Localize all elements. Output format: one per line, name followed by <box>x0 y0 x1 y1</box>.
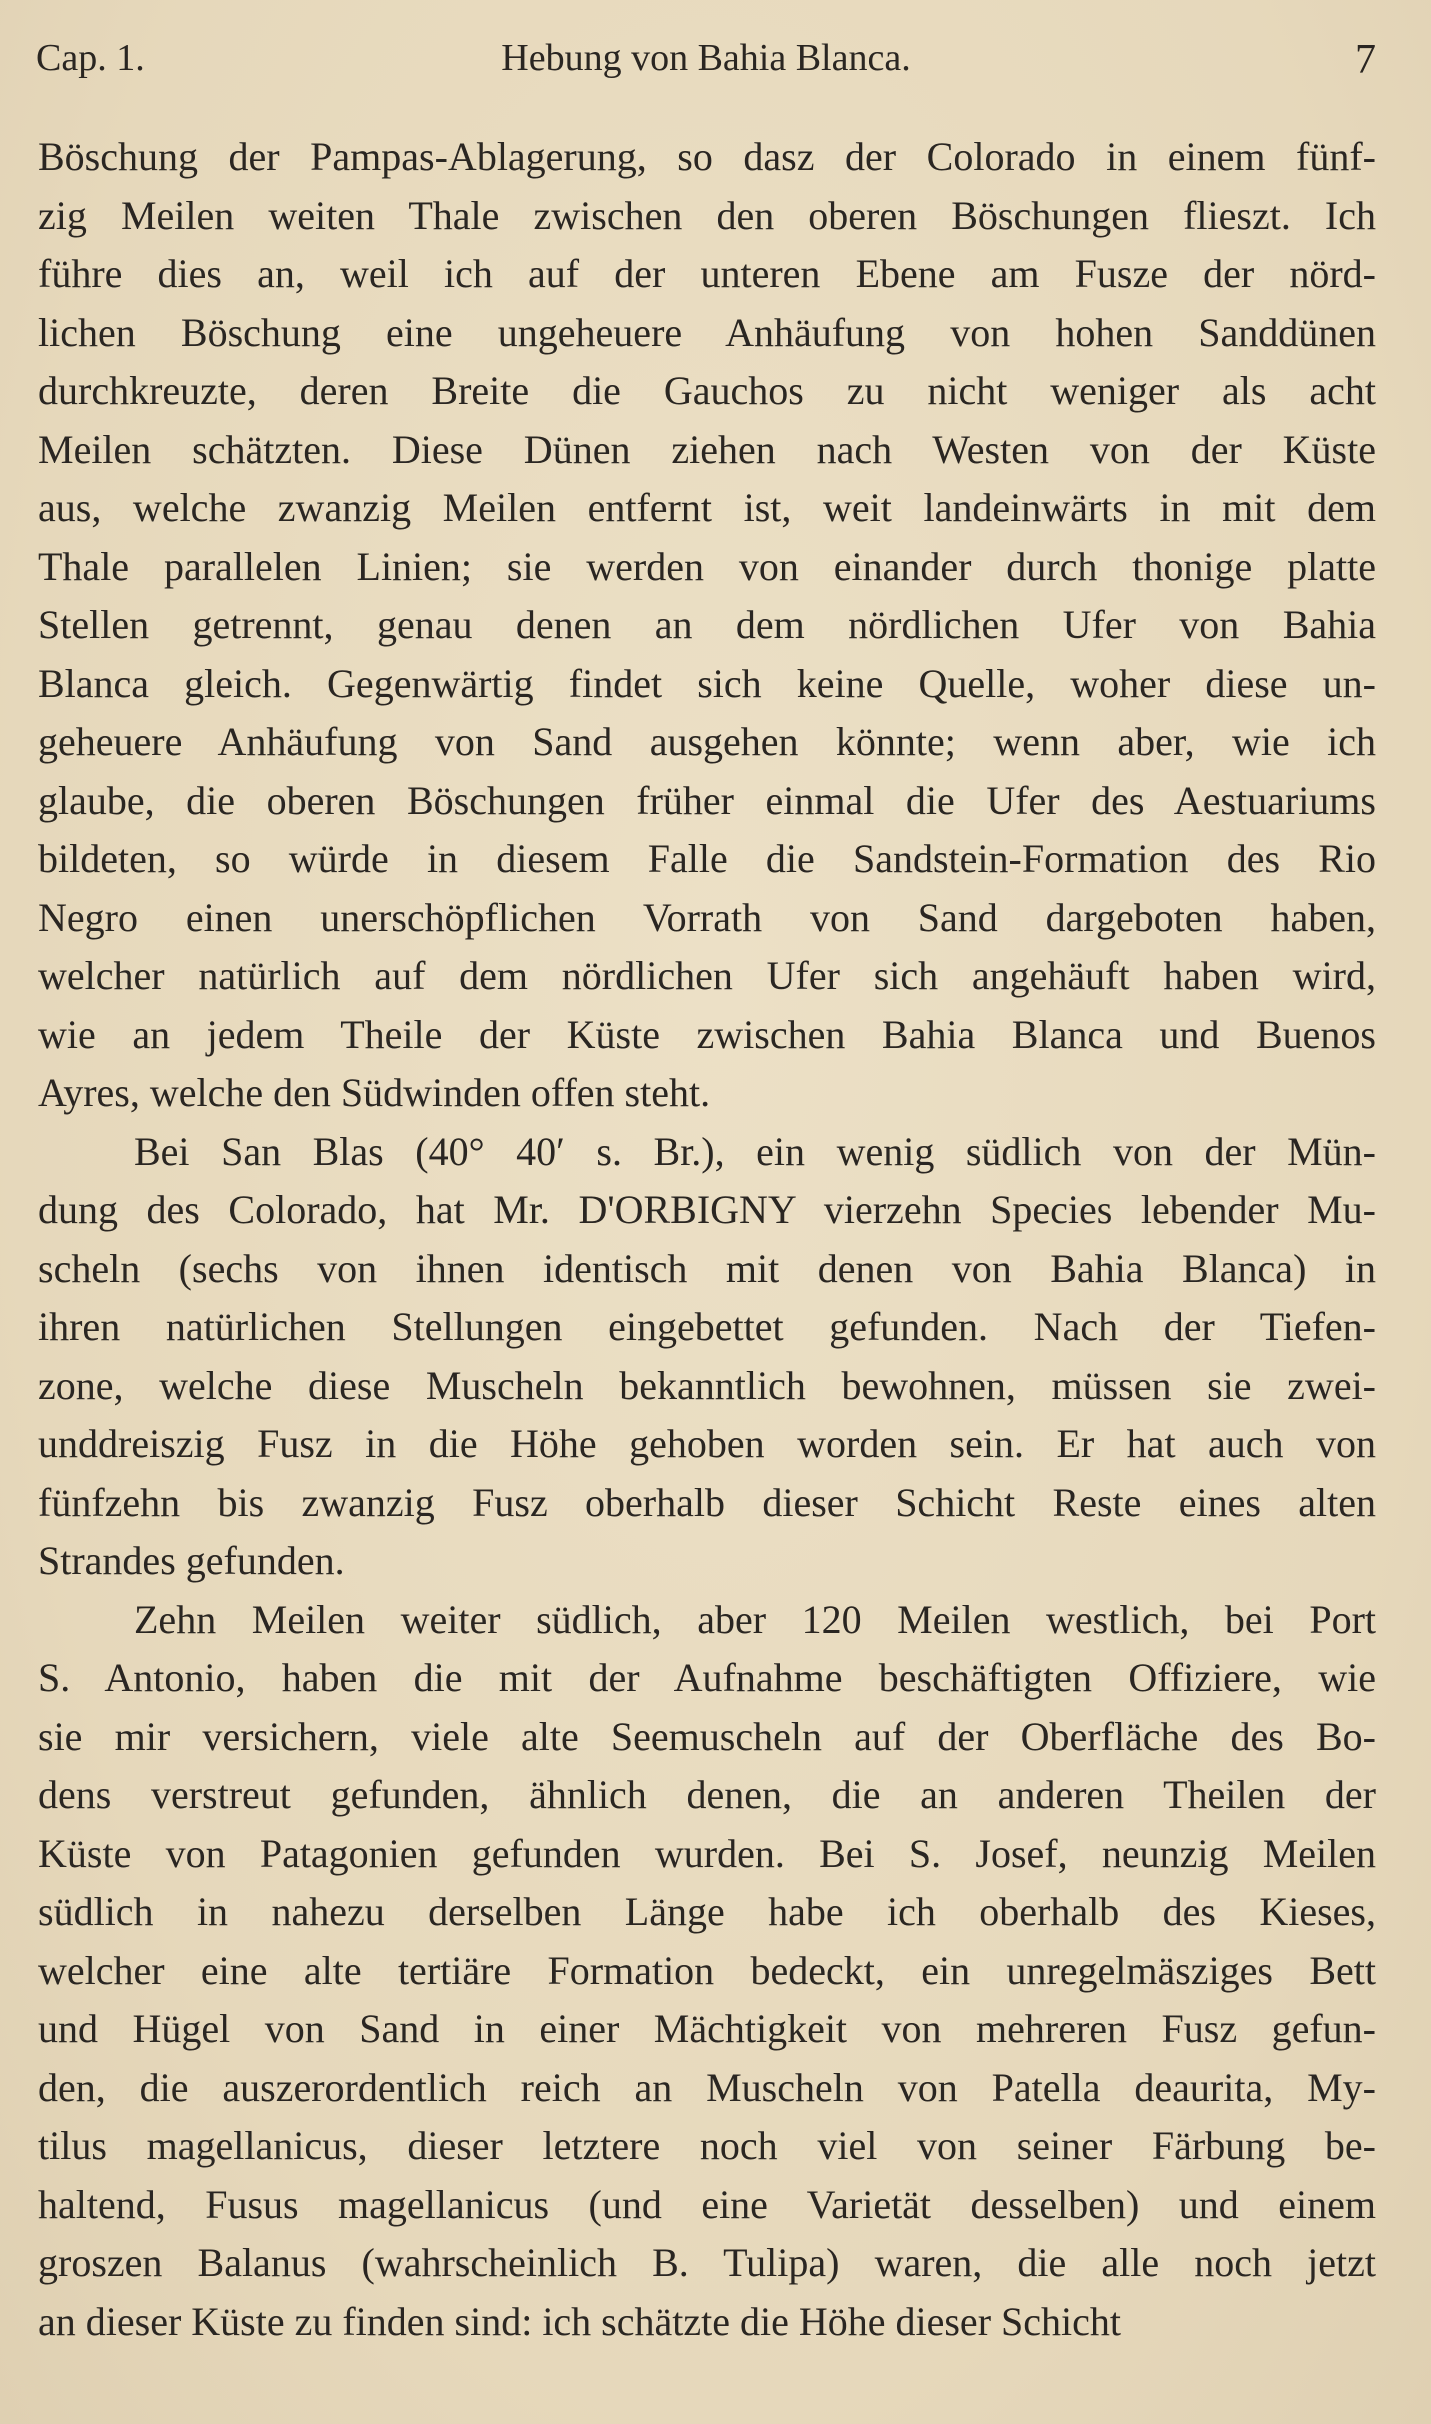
text-line: geheuere Anhäufung von Sand ausgehen könnte; wenn aber, wie ich <box>38 719 1376 764</box>
text-line: südlich in nahezu derselben Länge habe ich oberhalb des Kieses, <box>38 1889 1376 1934</box>
page-number: 7 <box>1355 37 1376 83</box>
text-line: welcher eine alte tertiäre Formation bedeckt, ein unregelmäsziges Bett <box>38 1947 1376 1993</box>
text-line: haltend, Fusus magellanicus (und eine Varietät desselben) und einem <box>38 2181 1376 2227</box>
running-title: Hebung von Bahia Blanca. <box>501 37 911 79</box>
page-body <box>38 128 1376 2351</box>
text-line: fünfzehn bis zwanzig Fusz oberhalb dieser Schicht Reste eines alten <box>38 1479 1376 1525</box>
text-line: welcher natürlich auf dem nördlichen Ufer sich angehäuft haben wird, <box>38 953 1376 998</box>
text-line: sie mir versichern, viele alte Seemuscheln auf der Oberfläche des Bo- <box>38 1713 1376 1759</box>
text-line: Stellen getrennt, genau denen an dem nördlichen Ufer von Bahia <box>38 602 1376 647</box>
text-line: zig Meilen weiten Thale zwischen den oberen Böschungen flieszt. Ich <box>38 192 1376 238</box>
text-line: scheln (sechs von ihnen identisch mit denen von Bahia Blanca) in <box>38 1245 1376 1291</box>
text-line: den, die auszerordentlich reich an Muscheln von Patella deaurita, My- <box>38 2064 1376 2110</box>
text-line: bildeten, so würde in diesem Falle die Sandstein-Formation des Rio <box>38 836 1376 881</box>
text-line: Blanca gleich. Gegenwärtig findet sich keine Quelle, woher diese un- <box>38 660 1376 706</box>
text-line: Negro einen unerschöpflichen Vorrath von Sand dargeboten haben, <box>38 894 1376 940</box>
text-line: Meilen schätzten. Diese Dünen ziehen nach Westen von der Küste <box>38 426 1376 472</box>
text-line: zone, welche diese Muscheln bekanntlich bewohnen, müssen sie zwei- <box>38 1362 1376 1408</box>
text-line: und Hügel von Sand in einer Mächtigkeit von mehreren Fusz gefun- <box>38 2006 1376 2051</box>
running-header <box>36 36 1376 96</box>
paragraph <box>38 1123 1376 1591</box>
text-line: tilus magellanicus, dieser letztere noch viel von seiner Färbung be- <box>38 2123 1376 2168</box>
text-line: unddreiszig Fusz in die Höhe gehoben worden sein. Er hat auch von <box>38 1421 1376 1466</box>
text-line: wie an jedem Theile der Küste zwischen Bahia Blanca und Buenos <box>38 1011 1376 1057</box>
text-line: Strandes gefunden. <box>38 1538 345 1583</box>
text-line: Böschung der Pampas-Ablagerung, so dasz der Colorado in einem fünf- <box>38 134 1376 179</box>
text-line: groszen Balanus (wahrscheinlich B. Tulipa) waren, die alle noch jetzt <box>38 2240 1376 2285</box>
text-line: Thale parallelen Linien; sie werden von einander durch thonige platte <box>38 543 1376 589</box>
text-line: Bei San Blas (40° 40′ s. Br.), ein wenig südlich von der Mün- <box>134 1128 1376 1174</box>
paragraph <box>38 1591 1376 2352</box>
text-line: glaube, die oberen Böschungen früher einmal die Ufer des Aestuariums <box>38 777 1376 823</box>
text-line: dens verstreut gefunden, ähnlich denen, die an anderen Theilen der <box>38 1772 1376 1817</box>
text-line: ihren natürlichen Stellungen eingebettet gefunden. Nach der Tiefen- <box>38 1304 1376 1349</box>
chapter-label: Cap. 1. <box>36 37 145 79</box>
text-line: Küste von Patagonien gefunden wurden. Bei S. Josef, neunzig Meilen <box>38 1830 1376 1876</box>
text-line: führe dies an, weil ich auf der unteren Ebene am Fusze der nörd- <box>38 251 1376 296</box>
text-line: Ayres, welche den Südwinden offen steht. <box>38 1070 711 1115</box>
paragraph <box>38 128 1376 1123</box>
text-line: Zehn Meilen weiter südlich, aber 120 Meilen westlich, bei Port <box>134 1596 1376 1642</box>
text-line: an dieser Küste zu finden sind: ich schätzte die Höhe dieser Schicht <box>38 2298 1121 2344</box>
text-line: dung des Colorado, hat Mr. D'ORBIGNY vierzehn Species lebender Mu- <box>38 1187 1376 1232</box>
text-line: lichen Böschung eine ungeheuere Anhäufung von hohen Sanddünen <box>38 309 1376 355</box>
text-line: durchkreuzte, deren Breite die Gauchos zu nicht weniger als acht <box>38 368 1376 413</box>
text-line: S. Antonio, haben die mit der Aufnahme beschäftigten Offiziere, wie <box>38 1655 1376 1700</box>
text-line: aus, welche zwanzig Meilen entfernt ist, weit landeinwärts in mit dem <box>38 485 1376 530</box>
